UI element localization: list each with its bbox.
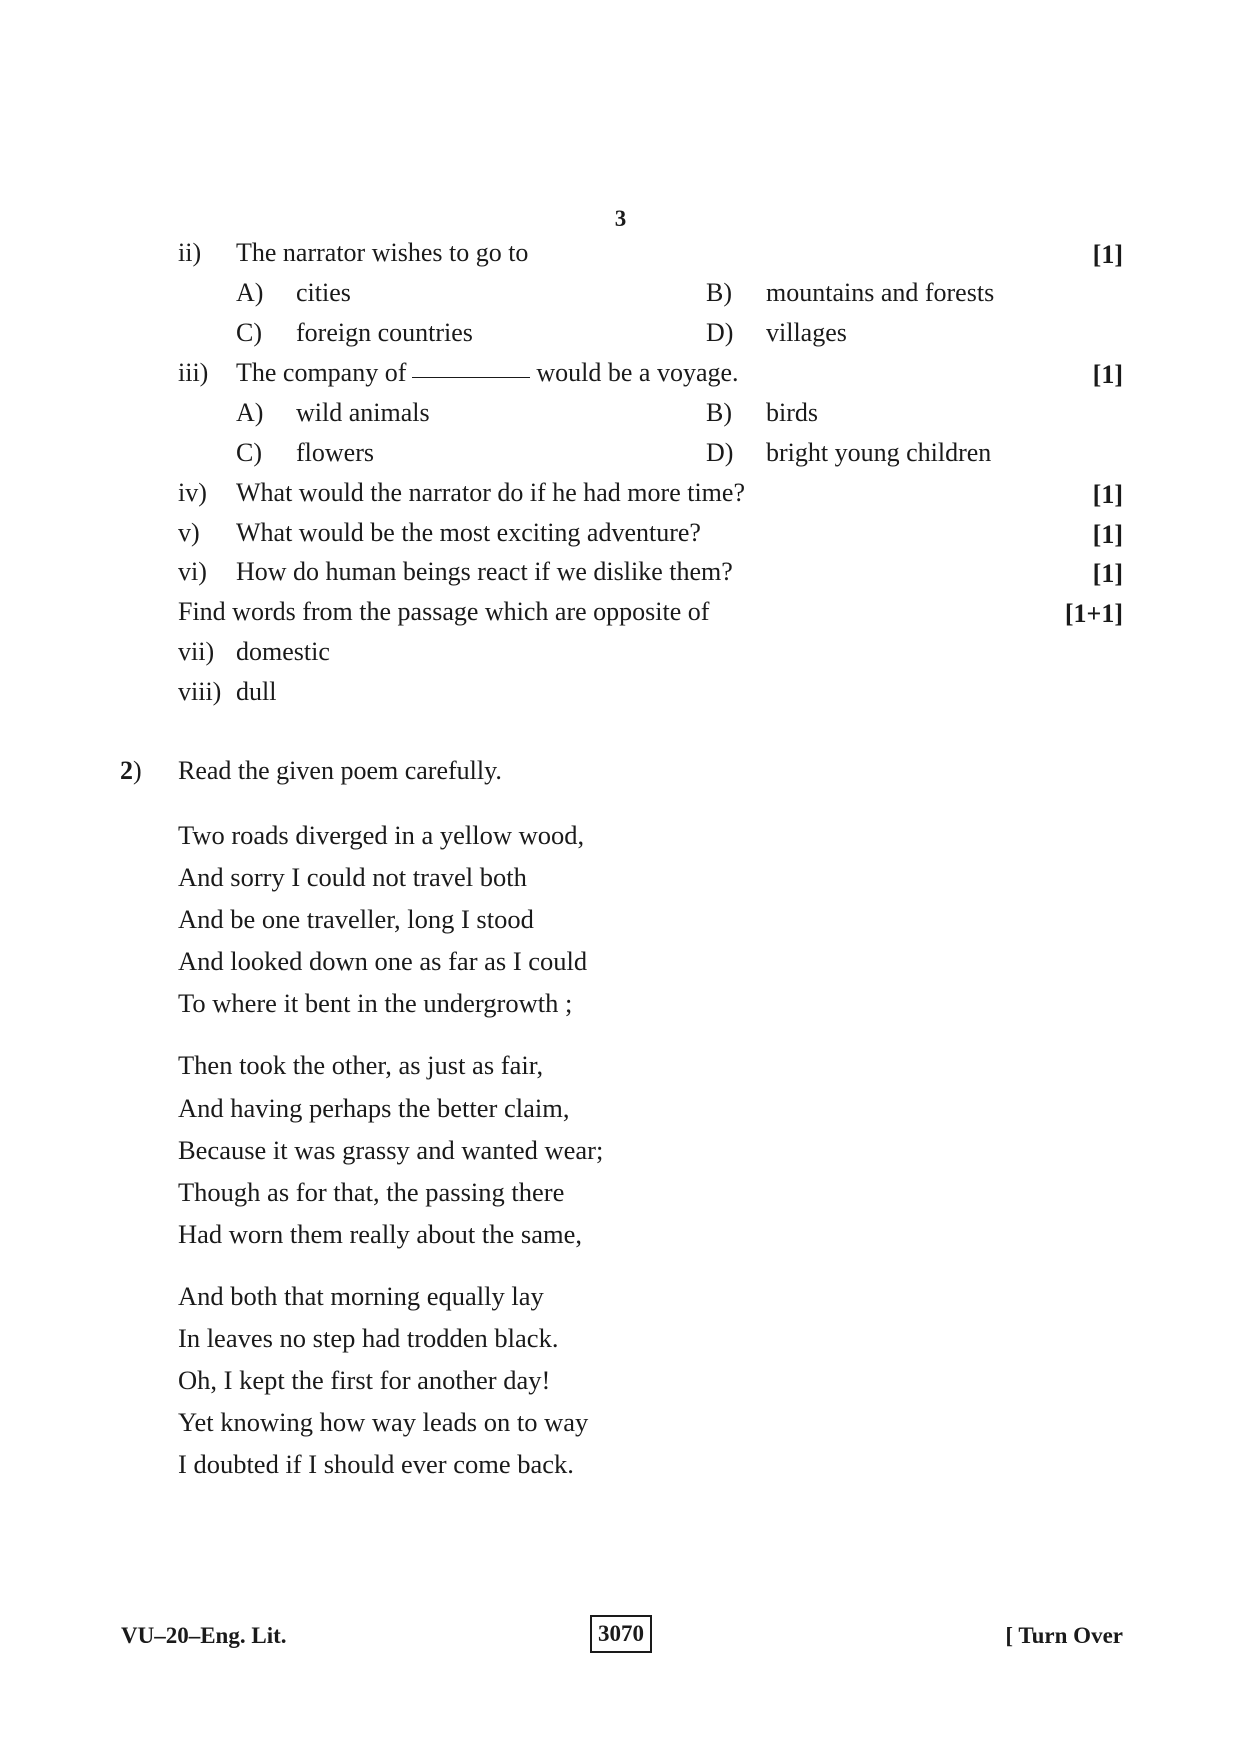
- poem-line: I doubted if I should ever come back.: [178, 1449, 574, 1479]
- poem-line: Because it was grassy and wanted wear;: [178, 1135, 604, 1165]
- marks-opposites: [1+1]: [1064, 599, 1123, 628]
- option-label-ii-b: B): [706, 278, 732, 307]
- question-number-v: v): [178, 518, 200, 547]
- footer-paper-code: VU–20–Eng. Lit.: [121, 1623, 287, 1648]
- question-number-2-paren: ): [133, 756, 142, 785]
- question-text-iii-before: The company of: [236, 358, 407, 387]
- q2-instruction: Read the given poem carefully.: [178, 756, 502, 785]
- question-text-vii: domestic: [236, 637, 330, 666]
- option-label-ii-d: D): [706, 318, 734, 347]
- option-label-iii-c: C): [236, 438, 262, 467]
- marks-iv: [1]: [1092, 480, 1123, 509]
- question-text-iii-after: would be a voyage.: [536, 358, 739, 387]
- poem-line: And looked down one as far as I could: [178, 946, 588, 976]
- marks-v: [1]: [1092, 520, 1123, 549]
- option-label-iii-d: D): [706, 438, 734, 467]
- option-label-ii-a: A): [236, 278, 264, 307]
- option-label-ii-c: C): [236, 318, 262, 347]
- poem-line: To where it bent in the undergrowth ;: [178, 988, 573, 1018]
- option-text-ii-a: cities: [296, 278, 351, 307]
- footer-turn-over: [ Turn Over: [1005, 1623, 1123, 1648]
- question-number-ii: ii): [178, 238, 202, 267]
- page-number: 3: [614, 206, 627, 231]
- poem-line: And be one traveller, long I stood: [178, 904, 534, 934]
- question-text-ii: The narrator wishes to go to: [236, 238, 529, 267]
- poem-line: And sorry I could not travel both: [178, 862, 527, 892]
- option-text-ii-b: mountains and forests: [766, 278, 995, 307]
- option-text-iii-c: flowers: [296, 438, 374, 467]
- poem-line: Two roads diverged in a yellow wood,: [178, 820, 585, 850]
- question-text-v: What would be the most exciting adventure?: [236, 518, 701, 547]
- opposites-instruction: Find words from the passage which are opposite of: [178, 597, 710, 626]
- question-number-vii: vii): [178, 637, 215, 666]
- question-number-viii: viii): [178, 677, 222, 706]
- question-text-vi: How do human beings react if we dislike them?: [236, 557, 733, 586]
- question-number-2: [120, 758, 142, 784]
- fill-in-blank: [412, 376, 530, 378]
- option-text-ii-d: villages: [766, 318, 847, 347]
- option-label-iii-a: A): [236, 398, 264, 427]
- option-text-ii-c: foreign countries: [296, 318, 473, 347]
- option-text-iii-a: wild animals: [296, 398, 430, 427]
- question-number-iii: iii): [178, 358, 209, 387]
- option-label-iii-b: B): [706, 398, 732, 427]
- marks-vi: [1]: [1092, 559, 1123, 588]
- question-text-iv: What would the narrator do if he had more time?: [236, 478, 745, 507]
- question-number-iv: iv): [178, 478, 207, 507]
- question-text-iii: [236, 360, 739, 386]
- poem-line: Had worn them really about the same,: [178, 1219, 582, 1249]
- option-text-iii-d: bright young children: [766, 438, 992, 467]
- poem-line: Yet knowing how way leads on to way: [178, 1407, 589, 1437]
- poem-line: Though as for that, the passing there: [178, 1177, 565, 1207]
- poem-line: Oh, I kept the first for another day!: [178, 1365, 551, 1395]
- marks-ii: [1]: [1092, 240, 1123, 269]
- poem-line: And having perhaps the better claim,: [178, 1093, 570, 1123]
- footer-question-paper-number: 3070: [590, 1615, 652, 1653]
- option-text-iii-b: birds: [766, 398, 818, 427]
- question-number-vi: vi): [178, 557, 207, 586]
- question-number-2-digit: 2: [120, 756, 133, 785]
- poem-line: In leaves no step had trodden black.: [178, 1323, 559, 1353]
- marks-iii: [1]: [1092, 360, 1123, 389]
- poem-line: And both that morning equally lay: [178, 1281, 544, 1311]
- poem-line: Then took the other, as just as fair,: [178, 1050, 544, 1080]
- question-text-viii: dull: [236, 677, 277, 706]
